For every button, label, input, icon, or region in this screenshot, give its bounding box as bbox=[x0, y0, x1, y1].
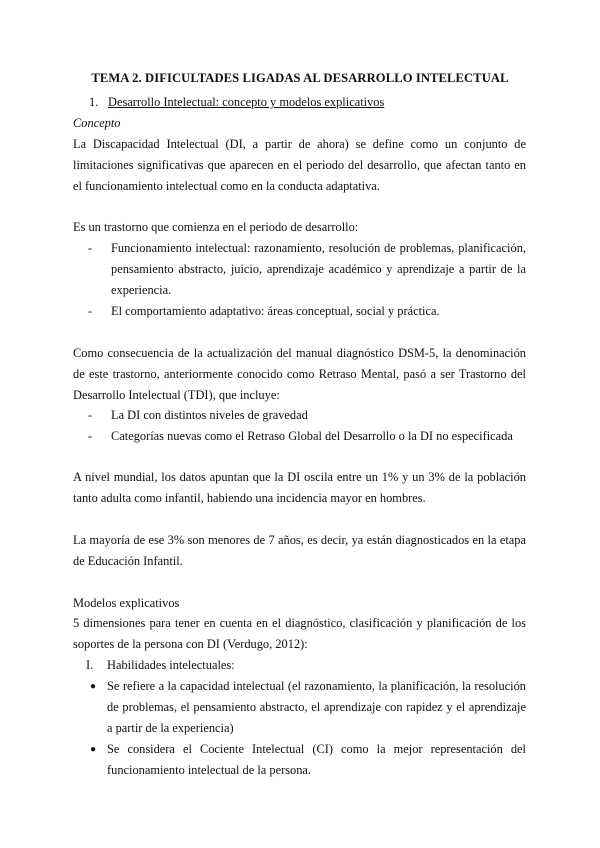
roman-marker: I. bbox=[86, 658, 94, 672]
dash-marker: - bbox=[88, 241, 93, 255]
paragraph-minors: La mayoría de ese 3% son menores de 7 años, es decir, ya están diagnosticados en la etapa de Educación Infantil. bbox=[73, 533, 526, 568]
paragraph-trastorno: Es un trastorno que comienza en el periodo de desarrollo: bbox=[73, 220, 359, 234]
list-item-text: Funcionamiento intelectual: razonamiento, resolución de problemas, planificación, pensamiento abstracto, juicio, aprendizaje académico y aprendizaje a partir de la experiencia. bbox=[111, 241, 526, 297]
bullet-item-text: Se considera el Cociente Intelectual (CI) como la mejor representación del funcionamiento intelectual de la persona. bbox=[107, 742, 526, 777]
bullet-icon: ● bbox=[90, 681, 97, 692]
list-item-text: El comportamiento adaptativo: áreas conceptual, social y práctica. bbox=[111, 304, 440, 318]
paragraph-dimensions: 5 dimensiones para tener en cuenta en el diagnóstico, clasificación y planificación de los soportes de la persona con DI (Verdugo, 2012): bbox=[73, 616, 526, 651]
bullet-icon: ● bbox=[90, 744, 97, 755]
section-title: Desarrollo Intelectual: concepto y modelos explicativos bbox=[108, 95, 385, 109]
concepto-heading: Concepto bbox=[73, 116, 121, 130]
paragraph-dsm5: Como consecuencia de la actualización del manual diagnóstico DSM-5, la denominación de este trastorno, anteriormente conocido como Retraso Mental, pasó a ser Trastorno del Desarrollo Intelectual (TDI), que incluye: bbox=[73, 346, 526, 402]
list-item-text: Categorías nuevas como el Retraso Global del Desarrollo o la DI no especificada bbox=[111, 429, 513, 443]
list-item-text: La DI con distintos niveles de gravedad bbox=[111, 408, 308, 422]
dash-marker: - bbox=[88, 408, 93, 422]
section-number: 1. bbox=[89, 95, 99, 109]
paragraph-prevalence: A nivel mundial, los datos apuntan que la DI oscila entre un 1% y un 3% de la población tanto adulta como infantil, habiendo una incidencia mayor en hombres. bbox=[73, 470, 526, 505]
bullet-item-text: Se refiere a la capacidad intelectual (el razonamiento, la planificación, la resolución de problemas, el pensamiento abstracto, el aprendizaje con rapidez y el aprendizaje a partir de la experiencia) bbox=[107, 679, 526, 735]
document-title: TEMA 2. DIFICULTADES LIGADAS AL DESARROLLO INTELECTUAL bbox=[91, 71, 509, 85]
modelos-heading: Modelos explicativos bbox=[73, 596, 180, 610]
dash-marker: - bbox=[88, 304, 93, 318]
paragraph-definition: La Discapacidad Intelectual (DI, a partir de ahora) se define como un conjunto de limitaciones significativas que aparecen en el periodo del desarrollo, que afectan tanto en el funcionamiento intelectual como en la conducta adaptativa. bbox=[73, 137, 526, 193]
dash-marker: - bbox=[88, 429, 93, 443]
roman-item-text: Habilidades intelectuales: bbox=[107, 658, 235, 672]
